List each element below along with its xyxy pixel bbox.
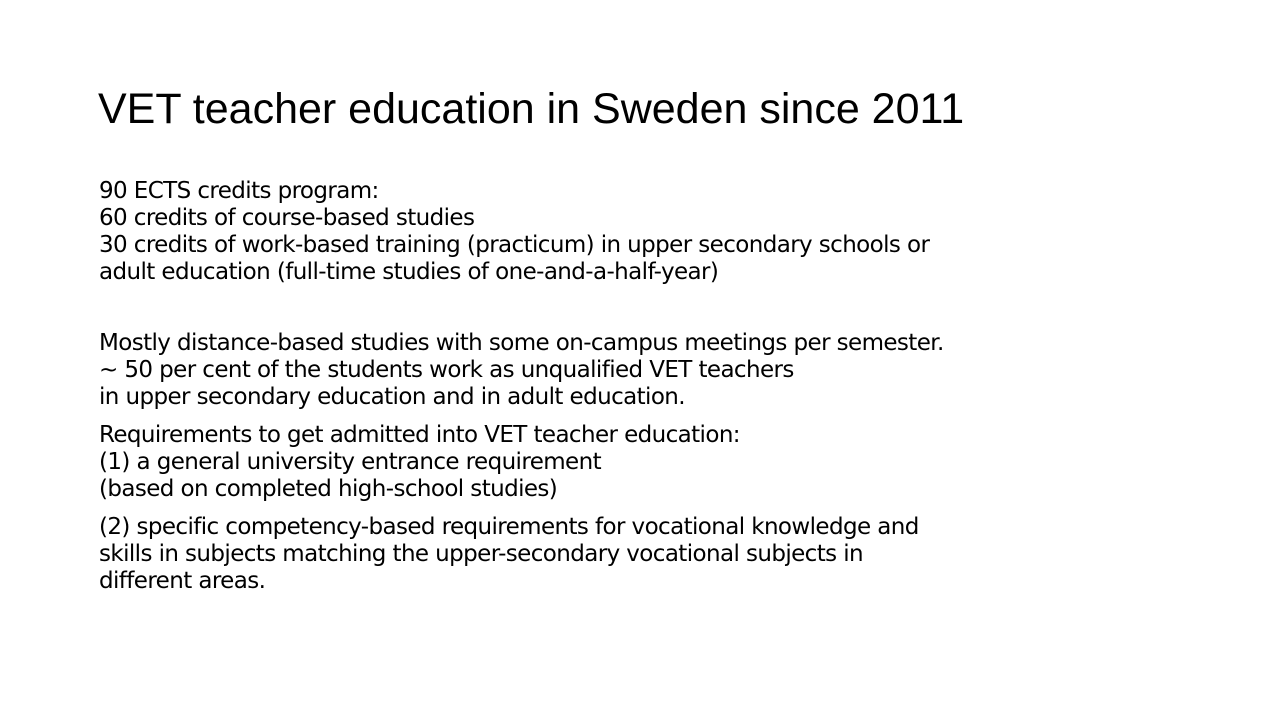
body-line: ~ 50 per cent of the students work as unqualified VET teachers — [99, 357, 794, 383]
paragraph-spacer — [99, 286, 1219, 330]
body-line: Requirements to get admitted into VET teacher education: — [99, 422, 740, 448]
body-line: 60 credits of course-based studies — [99, 205, 475, 231]
slide-body — [99, 178, 1219, 595]
body-line: in upper secondary education and in adult education. — [99, 384, 685, 410]
body-line: 90 ECTS credits program: — [99, 178, 379, 204]
paragraph-program — [99, 178, 1219, 286]
body-line: (1) a general university entrance requirement — [99, 449, 602, 475]
body-line: Mostly distance-based studies with some on-campus meetings per semester. — [99, 330, 944, 356]
body-line: 30 credits of work-based training (practicum) in upper secondary schools or — [99, 232, 930, 258]
paragraph-spacer — [99, 503, 1219, 514]
body-line: (based on completed high-school studies) — [99, 476, 558, 502]
body-line: different areas. — [99, 568, 266, 594]
paragraph-distance — [99, 330, 1219, 411]
paragraph-spacer — [99, 411, 1219, 422]
paragraph-requirements — [99, 422, 1219, 503]
body-line: (2) specific competency-based requirements for vocational knowledge and — [99, 514, 919, 540]
body-line: adult education (full-time studies of one-and-a-half-year) — [99, 259, 719, 285]
body-line: skills in subjects matching the upper-secondary vocational subjects in — [99, 541, 863, 567]
slide-title: VET teacher education in Sweden since 2011 — [98, 85, 965, 133]
paragraph-competency — [99, 514, 1219, 595]
